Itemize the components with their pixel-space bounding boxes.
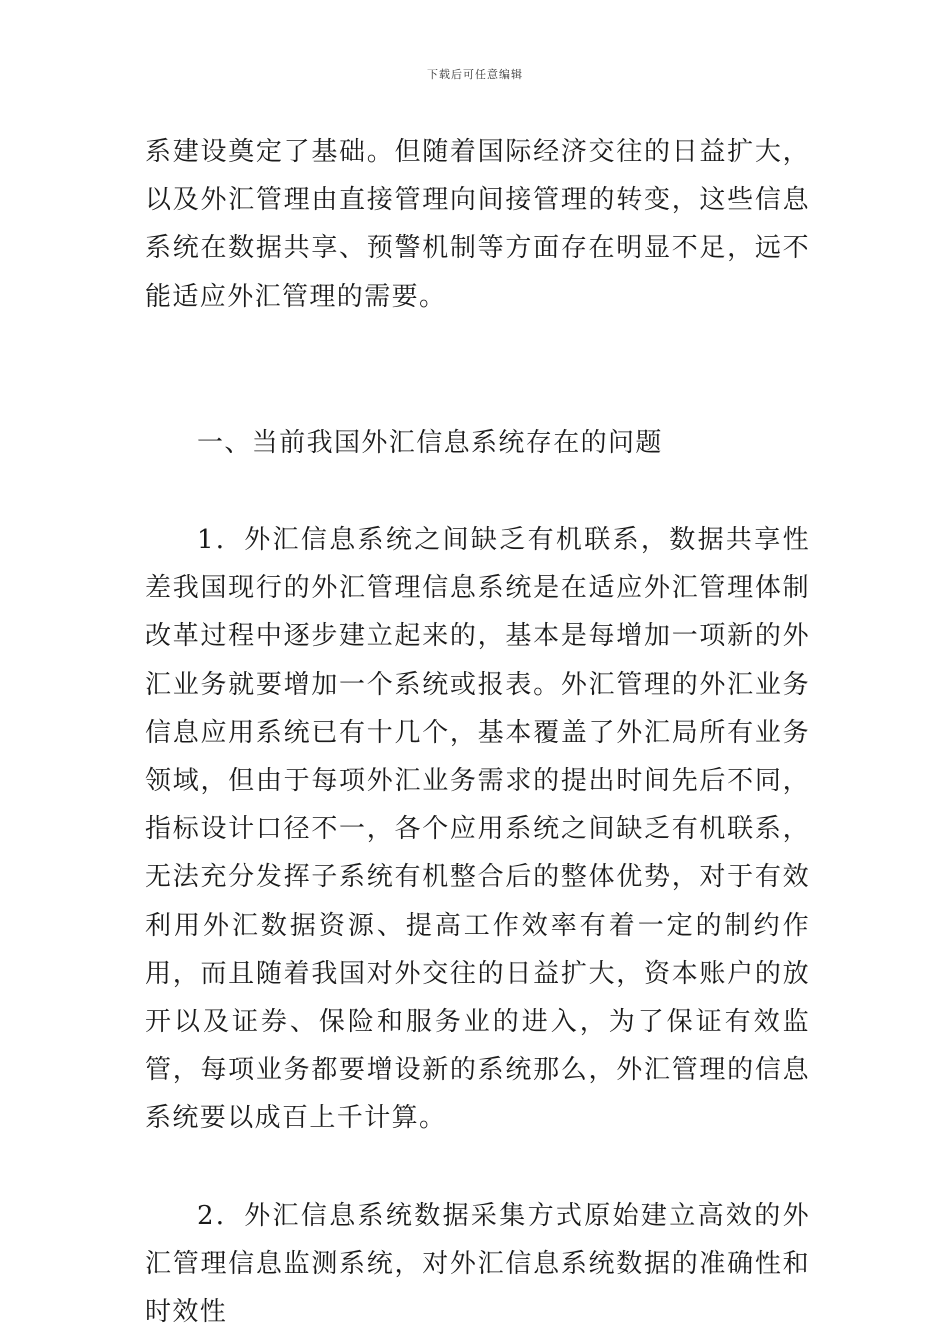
point-1-paragraph: 1．外汇信息系统之间缺乏有机联系，数据共享性差我国现行的外汇管理信息系统是在适应外汇管理体制改革过程中逐步建立起来的，基本是每增加一项新的外汇业务就要增加一个系统或报表。外汇管理的外汇业务信息应用系统已有十几个，基本覆盖了外汇局所有业务领域，但由于每项外汇业务需求的提出时间先后不同，指标设计口径不一，各个应用系统之间缺乏有机联系，无法充分发挥子系统有机整合后的整体优势，对于有效利用外汇数据资源、提高工作效率有着一定的制约作用，而且随着我国对外交往的日益扩大，资本账户的放开以及证券、保险和服务业的进入，为了保证有效监管，每项业务都要增设新的系统那么，外汇管理的信息系统要以成百上千计算。	[145, 525, 810, 1134]
paragraph-gap	[145, 467, 810, 516]
page-header: 下载后可任意编辑	[427, 68, 523, 81]
continuation-paragraph: 系建设奠定了基础。但随着国际经济交往的日益扩大，以及外汇管理由直接管理向间接管理的转变，这些信息系统在数据共享、预警机制等方面存在明显不足，远不能适应外汇管理的需要。	[145, 137, 810, 312]
paragraph-gap	[145, 321, 810, 370]
point-2-paragraph: 2．外汇信息系统数据采集方式原始建立高效的外汇管理信息监测系统，对外汇信息系统数据的准确性和时效性	[145, 1200, 810, 1328]
paragraph-gap	[145, 1143, 810, 1192]
document-body	[145, 128, 810, 1336]
paragraph-gap	[145, 370, 810, 419]
section-heading: 一、当前我国外汇信息系统存在的问题	[197, 427, 663, 458]
